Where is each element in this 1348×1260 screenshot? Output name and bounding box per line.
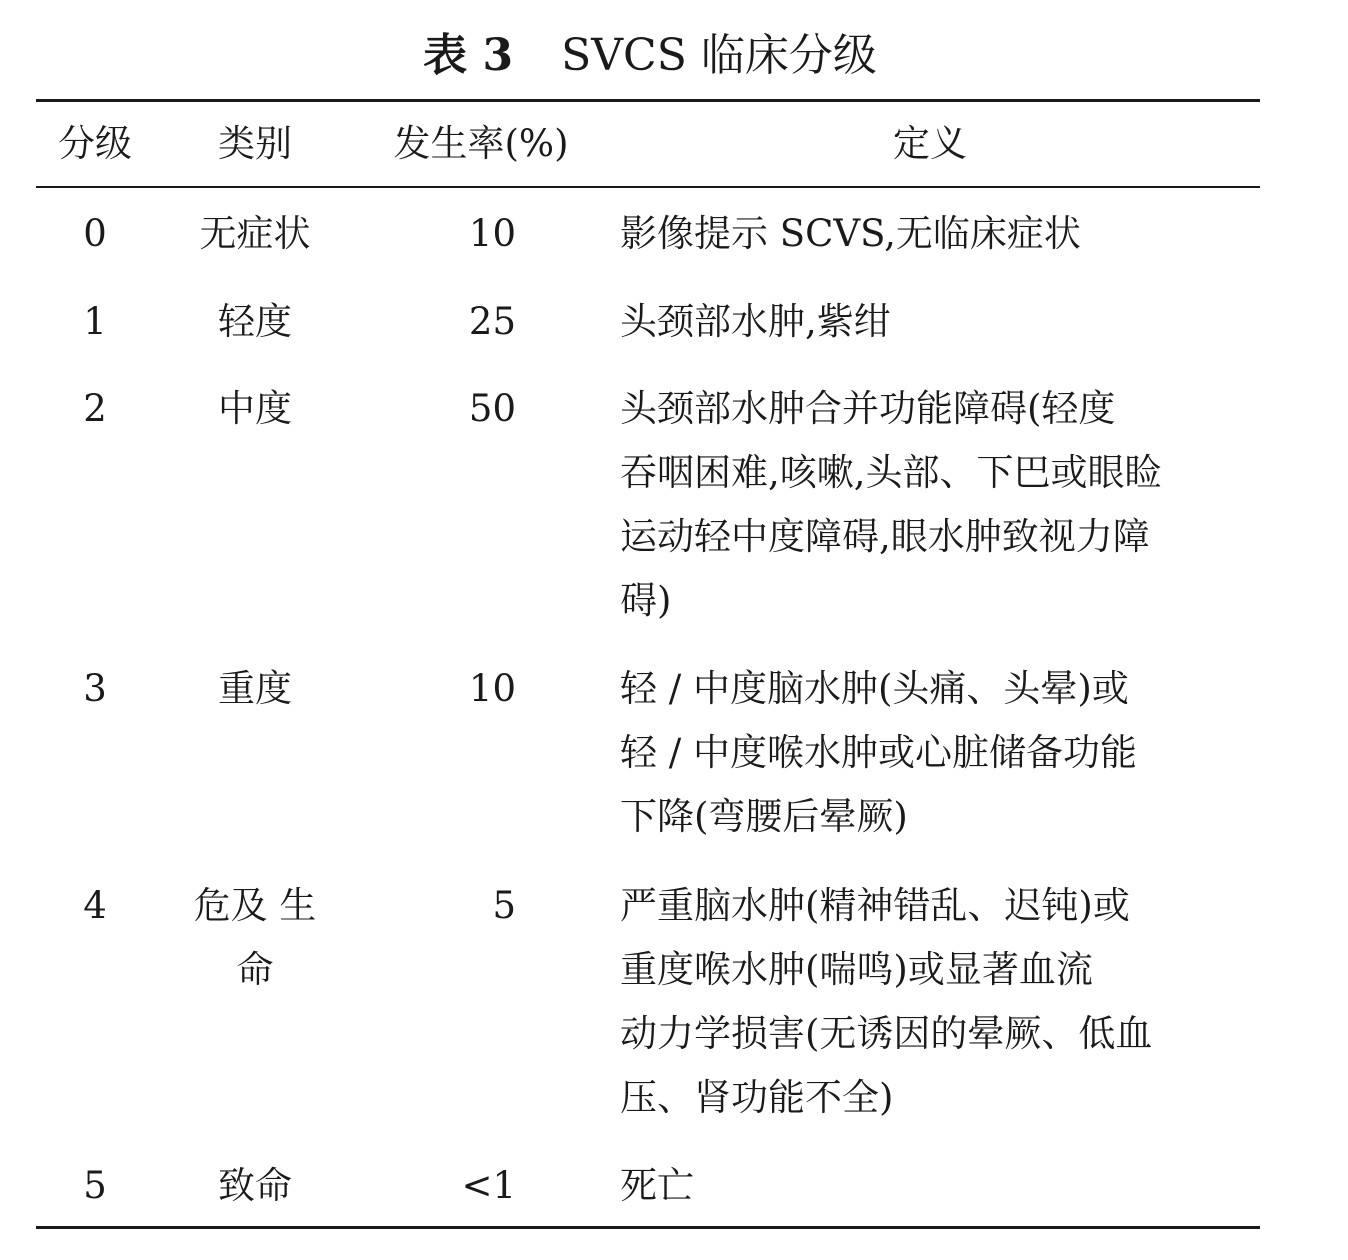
definition-cell [620,1154,1250,1218]
definition-line: 下降(弯腰后晕厥) [620,795,908,838]
definition-cell [620,874,1250,1130]
grade-cell: 1 [83,300,107,343]
bottom-rule [36,1226,1260,1229]
rate-cell: 5 [492,884,516,927]
definition-line: 吞咽困难,咳嗽,头部、下巴或眼睑 [620,451,1162,494]
definition-line: 碍) [620,579,672,622]
header-definition: 定义 [893,122,967,165]
category-cell [190,874,320,1002]
rate-cell: 10 [468,667,516,710]
category-cell [190,202,320,266]
definition-line: 死亡 [620,1164,694,1207]
definition-line: 轻 / 中度脑水肿(头痛、头晕)或 [620,667,1129,710]
definition-line: 头颈部水肿,紫绀 [620,300,891,343]
definition-line: 重度喉水肿(喘鸣)或显著血流 [620,948,1093,991]
rate-cell: 50 [468,387,516,430]
grade-cell: 5 [83,1164,107,1207]
category-line: 轻度 [218,300,292,343]
rate-cell: 25 [468,300,516,343]
definition-cell [620,202,1250,266]
definition-line: 压、肾功能不全) [620,1076,894,1119]
definition-line: 头颈部水肿合并功能障碍(轻度 [620,387,1116,430]
category-line: 致命 [218,1164,292,1207]
category-line: 重度 [218,667,292,710]
category-line: 中度 [218,387,292,430]
definition-line: 严重脑水肿(精神错乱、迟钝)或 [620,884,1130,927]
table-header [0,102,1348,186]
definition-line: 动力学损害(无诱因的晕厥、低血 [620,1012,1153,1055]
header-rule [36,186,1260,188]
grade-cell: 0 [83,212,107,255]
header-category: 类别 [218,122,292,165]
category-line: 危及 [193,884,268,927]
header-grade: 分级 [58,122,132,165]
category-cell [190,1154,320,1218]
definition-line: 影像提示 SCVS,无临床症状 [620,212,1081,255]
category-line: 无症状 [199,212,311,255]
category-cell [190,657,320,721]
definition-line: 轻 / 中度喉水肿或心脏储备功能 [620,731,1137,774]
category-cell [190,290,320,354]
category-line: 生命 [236,884,317,991]
definition-cell [620,657,1250,849]
table-title [0,26,1300,86]
definition-cell [620,290,1250,354]
rate-cell: <1 [461,1164,516,1207]
table-caption: SVCS 临床分级 [561,30,877,81]
grade-cell: 2 [83,387,107,430]
table-number: 表 3 [423,30,514,81]
definition-line: 运动轻中度障碍,眼水肿致视力障 [620,515,1150,558]
definition-cell [620,377,1250,633]
grade-cell: 4 [83,884,107,927]
header-rate: 发生率(%) [393,122,569,165]
rate-cell: 10 [468,212,516,255]
category-cell [190,377,320,441]
grade-cell: 3 [83,667,107,710]
